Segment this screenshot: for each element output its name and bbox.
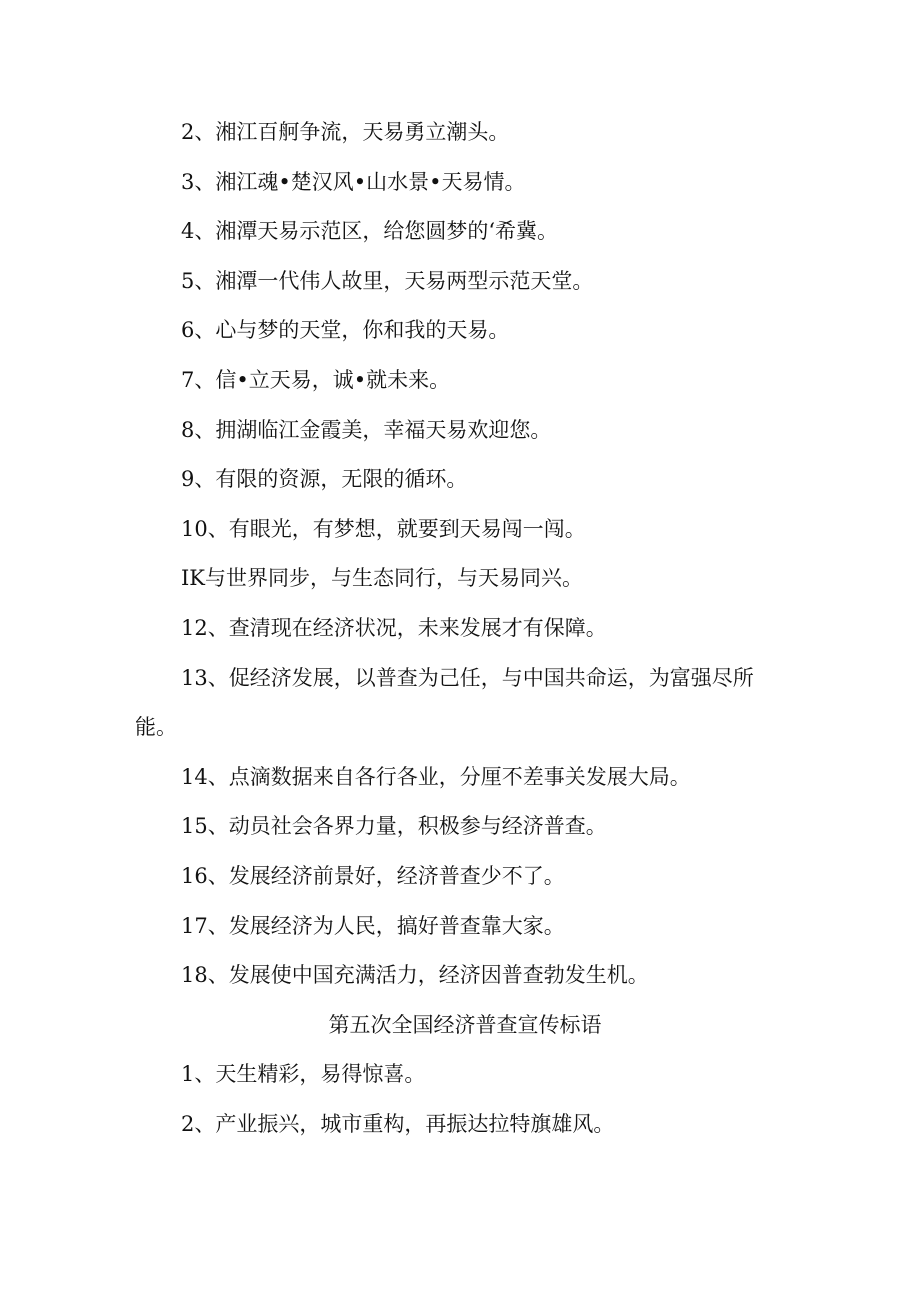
slogan-line: IK与世界同步，与生态同行，与天易同兴。	[181, 566, 583, 591]
slogan-line: 10、有眼光，有梦想，就要到天易闯一闯。	[181, 516, 586, 541]
slogan-line: 12、查清现在经济状况，未来发展才有保障。	[181, 615, 607, 640]
slogan-line: 17、发展经济为人民，搞好普查靠大家。	[181, 913, 565, 938]
section-title: 第五次全国经济普查宣传标语	[328, 1012, 602, 1037]
slogan-line: 2、湘江百舸争流，天易勇立潮头。	[181, 120, 510, 144]
slogan-line: 14、点滴数据来自各行各业，分厘不差事关发展大局。	[181, 764, 691, 789]
slogan-line: 18、发展使中国充满活力，经济因普查勃发生机。	[181, 963, 649, 988]
slogan-line: 6、心与梦的天堂，你和我的天易。	[181, 318, 510, 343]
slogan-line: 5、湘潭一代伟人故里，天易两型示范天堂。	[181, 268, 594, 293]
slogan-line: 2、产业振兴，城市重构，再振达拉特旗雄风。	[181, 1111, 615, 1136]
slogan-line: 1、天生精彩，易得惊喜。	[181, 1062, 426, 1087]
slogan-line: 3、湘江魂•楚汉风•山水景•天易情。	[181, 169, 526, 194]
slogan-line: 8、拥湖临江金霞美，幸福天易欢迎您。	[181, 417, 552, 442]
slogan-line: 16、发展经济前景好，经济普查少不了。	[181, 863, 565, 888]
document-body	[135, 108, 795, 1149]
slogan-line: 9、有限的资源，无限的循环。	[181, 467, 468, 492]
slogan-line: 13、促经济发展，以普查为己任，与中国共命运，为富强尽所能。	[135, 665, 754, 740]
slogan-line: 15、动员社会各界力量，积极参与经济普查。	[181, 814, 607, 839]
slogan-line: 4、湘潭天易示范区，给您圆梦的‘希冀。	[181, 219, 559, 244]
slogan-line: 7、信•立天易，诚•就未来。	[181, 367, 451, 392]
